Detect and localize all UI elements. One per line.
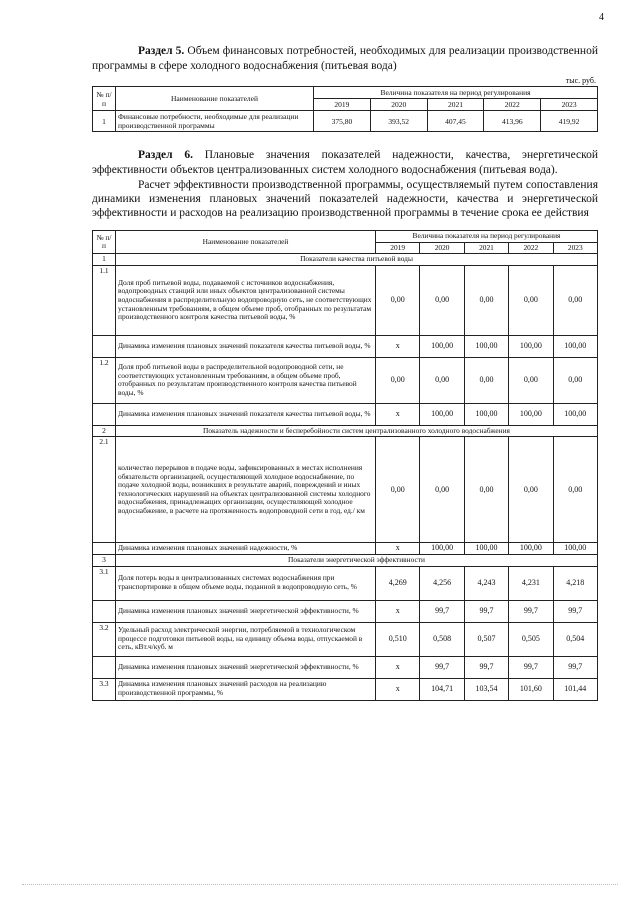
value-cell: 0,00 xyxy=(376,265,420,335)
section-number: 2 xyxy=(93,425,116,437)
row-name: Доля проб питьевой воды в распределительной водопроводной сети, не соответствующих установленным требованиям, в общем объеме проб, отобранных по результатам производственного контроля качества питьевой воды, % xyxy=(116,357,376,403)
value-cell: 101,60 xyxy=(509,678,553,700)
row-number: 3.2 xyxy=(93,622,116,656)
value-cell: 100,00 xyxy=(464,543,508,555)
value-cell: 0,00 xyxy=(509,357,553,403)
value-cell: х xyxy=(376,335,420,357)
row-number xyxy=(93,543,116,555)
section-title: Показатели энергетической эффективности xyxy=(116,554,598,566)
page-number: 4 xyxy=(599,12,604,23)
year-header: 2021 xyxy=(427,99,484,111)
row-name: Динамика изменения плановых значений показателя качества питьевой воды, % xyxy=(116,335,376,357)
col-header-num: № п/п xyxy=(93,231,116,254)
table-row xyxy=(93,437,598,543)
row-number xyxy=(93,600,116,622)
col-header-name: Наименование показателей xyxy=(116,87,314,111)
value-cell: 100,00 xyxy=(420,543,464,555)
col-header-period: Величина показателя на период регулирования xyxy=(314,87,598,99)
table-row xyxy=(93,656,598,678)
value-cell: 99,7 xyxy=(553,656,597,678)
value-cell: 0,00 xyxy=(420,357,464,403)
row-number: 1 xyxy=(93,111,116,132)
row-number xyxy=(93,656,116,678)
year-header: 2020 xyxy=(420,242,464,254)
section-title: Показатель надежности и бесперебойности систем централизованного холодного водоснабжения xyxy=(116,425,598,437)
value-cell: 99,7 xyxy=(553,600,597,622)
section5-unit: тыс. руб. xyxy=(565,76,596,85)
section-number: 1 xyxy=(93,254,116,266)
value-cell: 0,00 xyxy=(464,357,508,403)
value-cell: 100,00 xyxy=(553,403,597,425)
value-cell: 4,231 xyxy=(509,566,553,600)
col-header-period: Величина показателя на период регулирования xyxy=(376,231,598,243)
year-header: 2019 xyxy=(314,99,371,111)
section-row xyxy=(93,254,598,266)
value-cell: х xyxy=(376,403,420,425)
value-cell: 0,00 xyxy=(376,437,420,543)
value-cell: 0,00 xyxy=(553,437,597,543)
value-cell: 0,00 xyxy=(553,265,597,335)
value-cell: 0,507 xyxy=(464,622,508,656)
value-cell: 0,00 xyxy=(464,437,508,543)
row-name: количество перерывов в подаче воды, зафиксированных в местах исполнения обязательств организацией, осуществляющей холодное водоснабжение, по подаче холодной воды, возникших в результате аварий, повреждений и иных технологических нарушений на объектах централизованной системы холодного водоснабжения, принадлежащих организации, осуществляющей холодное водоснабжение, в расчете на протяженность водопроводной сети в год, ед./ км xyxy=(116,437,376,543)
row-name: Доля проб питьевой воды, подаваемой с источников водоснабжения, водопроводных станций или иных объектов централизованной системы водоснабжения в распределительную водопроводную сеть, не соответствующих установленным требованиям, в общем объеме проб, отобранных по результатам производственного контроля качества питьевой воды, % xyxy=(116,265,376,335)
table-row xyxy=(93,357,598,403)
value-cell: 0,00 xyxy=(509,265,553,335)
value-cell: 0,00 xyxy=(509,437,553,543)
value-cell: 375,80 xyxy=(314,111,371,132)
row-name: Финансовые потребности, необходимые для реализации производственной программы xyxy=(116,111,314,132)
value-cell: х xyxy=(376,600,420,622)
value-cell: 100,00 xyxy=(464,335,508,357)
table-row xyxy=(93,543,598,555)
value-cell: 0,00 xyxy=(376,357,420,403)
section6-paragraph: Расчет эффективности производственной программы, осуществляемый путем сопоставления динамики изменения плановых значений показателей надежности, качества и энергетической эффективности и расходов на реализацию производственной программы в течение срока ее действия xyxy=(92,179,598,219)
section6-title-label: Раздел 6. xyxy=(138,149,193,161)
year-header: 2022 xyxy=(509,242,553,254)
value-cell: 393,52 xyxy=(370,111,427,132)
row-number: 2.1 xyxy=(93,437,116,543)
page-content xyxy=(92,44,598,701)
table-row xyxy=(93,335,598,357)
value-cell: 99,7 xyxy=(420,656,464,678)
value-cell: 99,7 xyxy=(509,656,553,678)
value-cell: 100,00 xyxy=(420,403,464,425)
row-number: 1.1 xyxy=(93,265,116,335)
table-row xyxy=(93,600,598,622)
section-row xyxy=(93,554,598,566)
value-cell: 0,505 xyxy=(509,622,553,656)
col-header-num: № п/п xyxy=(93,87,116,111)
value-cell: 0,510 xyxy=(376,622,420,656)
financial-needs-table xyxy=(92,86,598,132)
value-cell: 100,00 xyxy=(420,335,464,357)
year-header: 2021 xyxy=(464,242,508,254)
value-cell: 4,269 xyxy=(376,566,420,600)
value-cell: 0,00 xyxy=(553,357,597,403)
row-number: 3.3 xyxy=(93,678,116,700)
value-cell: 4,256 xyxy=(420,566,464,600)
section6-title-text: Плановые значения показателей надежности, качества, энергетической эффективности объектов централизованных систем холодного водоснабжения (питьевая вода). xyxy=(92,149,598,176)
year-header: 2023 xyxy=(541,99,598,111)
col-header-name: Наименование показателей xyxy=(116,231,376,254)
value-cell: 99,7 xyxy=(464,656,508,678)
section5-title-label: Раздел 5. xyxy=(138,45,185,57)
row-name: Динамика изменения плановых значений надежности, % xyxy=(116,543,376,555)
year-header: 2020 xyxy=(370,99,427,111)
value-cell: 419,92 xyxy=(541,111,598,132)
value-cell: 99,7 xyxy=(464,600,508,622)
year-header: 2022 xyxy=(484,99,541,111)
page-bottom-rule xyxy=(22,884,618,885)
value-cell: х xyxy=(376,656,420,678)
row-number xyxy=(93,403,116,425)
section6-heading xyxy=(92,148,598,178)
table-row xyxy=(93,265,598,335)
value-cell: х xyxy=(376,678,420,700)
row-name: Удельный расход электрической энергии, потребляемой в технологическом процессе подготовки питьевой воды, на единицу объема воды, отпускаемой в сеть, кВт.ч/куб. м xyxy=(116,622,376,656)
table-row xyxy=(93,111,598,132)
row-name: Динамика изменения плановых значений энергетической эффективности, % xyxy=(116,656,376,678)
row-name: Динамика изменения плановых значений расходов на реализацию производственной программы, % xyxy=(116,678,376,700)
year-header: 2023 xyxy=(553,242,597,254)
row-name: Доля потерь воды в централизованных системах водоснабжения при транспортировке в общем объеме воды, поданной в водопроводную сеть, % xyxy=(116,566,376,600)
value-cell: 99,7 xyxy=(420,600,464,622)
row-number: 1.2 xyxy=(93,357,116,403)
value-cell: 413,96 xyxy=(484,111,541,132)
row-name: Динамика изменения плановых значений показателя качества питьевой воды, % xyxy=(116,403,376,425)
value-cell: х xyxy=(376,543,420,555)
section5-title-text: Объем финансовых потребностей, необходимых для реализации производственной программы в сфере холодного водоснабжения (питьевая вода) xyxy=(92,45,598,72)
section-row xyxy=(93,425,598,437)
value-cell: 101,44 xyxy=(553,678,597,700)
row-number: 3.1 xyxy=(93,566,116,600)
row-name: Динамика изменения плановых значений энергетической эффективности, % xyxy=(116,600,376,622)
value-cell: 0,00 xyxy=(464,265,508,335)
value-cell: 100,00 xyxy=(509,543,553,555)
table-row xyxy=(93,678,598,700)
table-row xyxy=(93,622,598,656)
value-cell: 103,54 xyxy=(464,678,508,700)
value-cell: 0,00 xyxy=(420,265,464,335)
section-number: 3 xyxy=(93,554,116,566)
value-cell: 4,243 xyxy=(464,566,508,600)
value-cell: 100,00 xyxy=(464,403,508,425)
value-cell: 0,504 xyxy=(553,622,597,656)
year-header: 2019 xyxy=(376,242,420,254)
value-cell: 100,00 xyxy=(509,403,553,425)
section-title: Показатели качества питьевой воды xyxy=(116,254,598,266)
table-row xyxy=(93,566,598,600)
value-cell: 100,00 xyxy=(553,335,597,357)
indicators-table xyxy=(92,230,598,701)
table-row xyxy=(93,403,598,425)
value-cell: 0,508 xyxy=(420,622,464,656)
value-cell: 100,00 xyxy=(509,335,553,357)
value-cell: 407,45 xyxy=(427,111,484,132)
row-number xyxy=(93,335,116,357)
section5-heading xyxy=(92,44,598,74)
value-cell: 0,00 xyxy=(420,437,464,543)
value-cell: 100,00 xyxy=(553,543,597,555)
value-cell: 99,7 xyxy=(509,600,553,622)
value-cell: 104,71 xyxy=(420,678,464,700)
value-cell: 4,218 xyxy=(553,566,597,600)
